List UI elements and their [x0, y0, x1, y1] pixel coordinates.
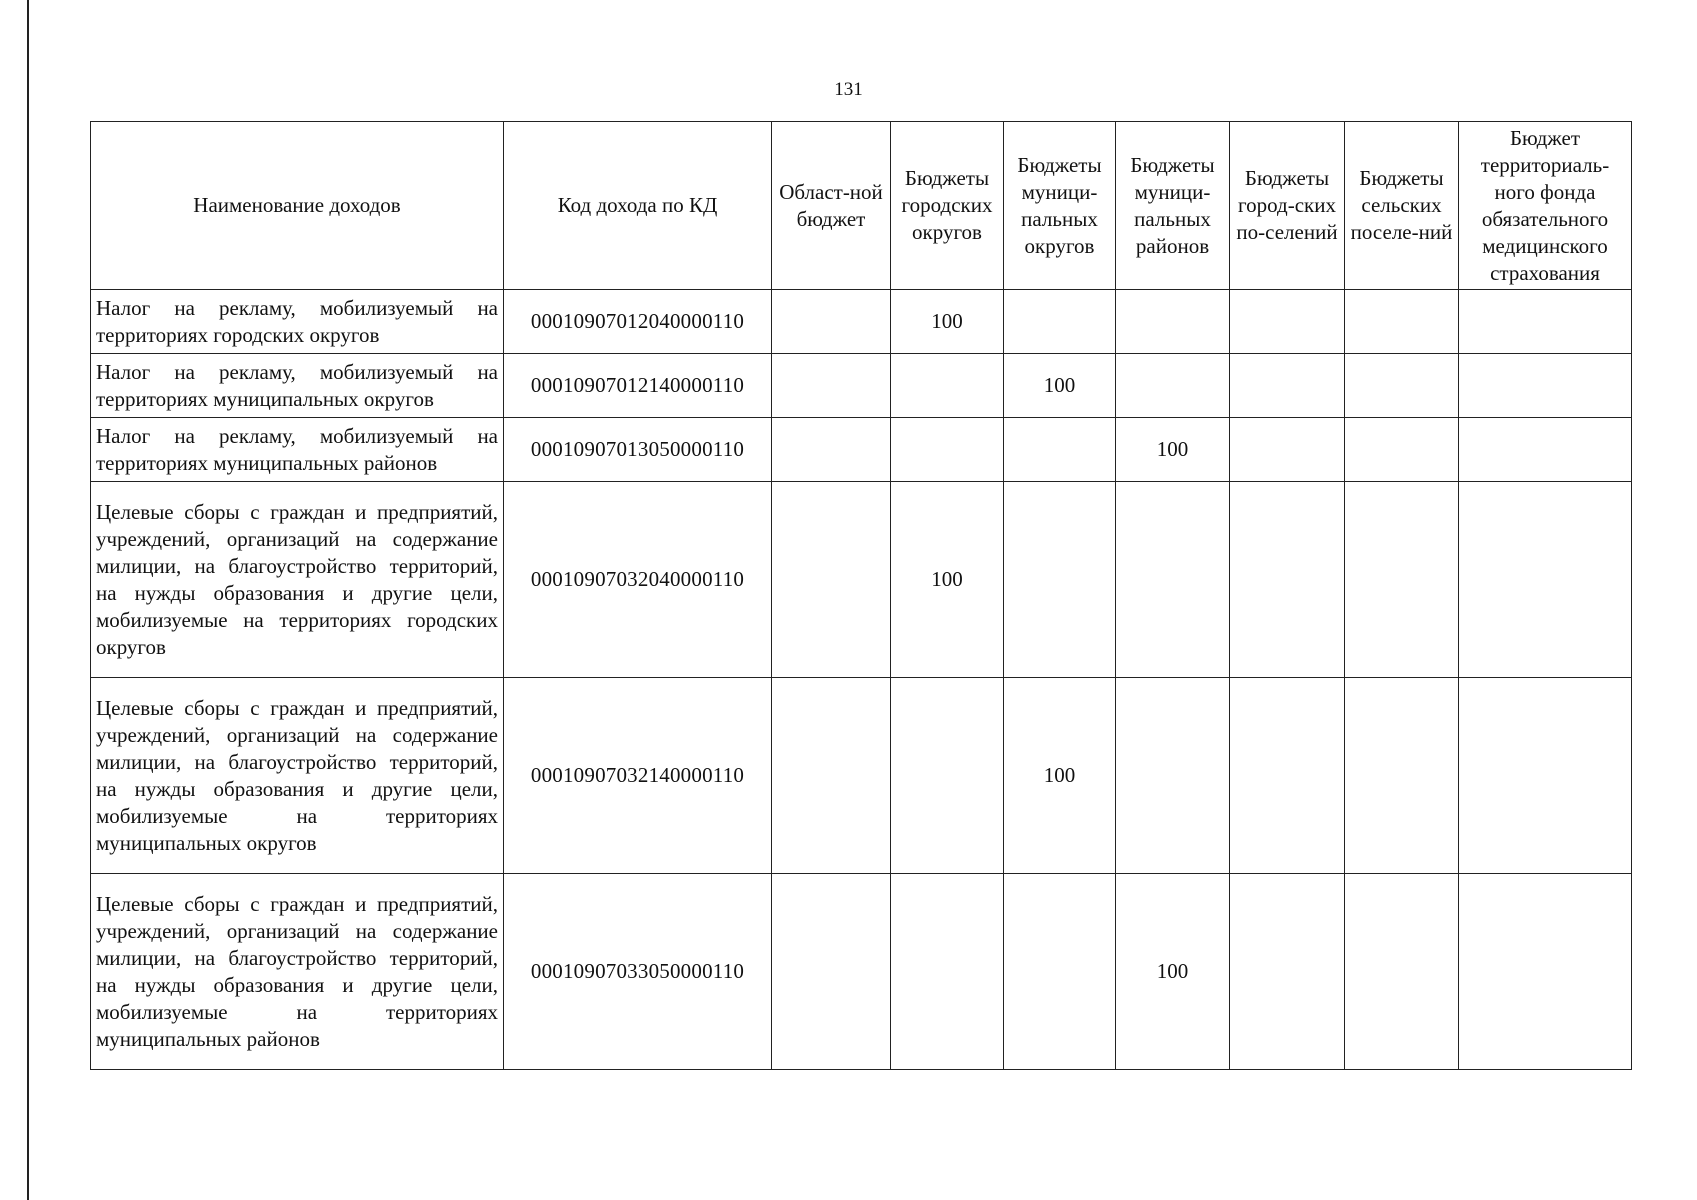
value-cell	[1116, 482, 1230, 678]
value-cell	[1230, 354, 1345, 418]
header-income-code: Код дохода по КД	[504, 122, 772, 290]
value-cell: 100	[1116, 418, 1230, 482]
income-code-cell: 00010907013050000110	[504, 418, 772, 482]
table-row	[91, 290, 1632, 354]
value-cell	[1459, 874, 1632, 1070]
value-cell	[1345, 290, 1459, 354]
income-code-cell: 00010907032040000110	[504, 482, 772, 678]
value-cell: 100	[891, 482, 1004, 678]
value-cell	[772, 354, 891, 418]
header-income-name: Наименование доходов	[91, 122, 504, 290]
page-number: 131	[834, 79, 863, 100]
income-name-cell: Целевые сборы с граждан и предприятий, учреждений, организаций на содержание милиции, на благоустройство территорий, на нужды образования и другие цели, мобилизуемые на территориях городских округов	[91, 482, 504, 678]
header-rural-settlement-budgets: Бюджеты сельских поселе-ний	[1345, 122, 1459, 290]
income-name-cell: Налог на рекламу, мобилизуемый на территориях муниципальных округов	[91, 354, 504, 418]
value-cell	[1459, 290, 1632, 354]
table-row	[91, 678, 1632, 874]
income-name-cell: Налог на рекламу, мобилизуемый на территориях муниципальных районов	[91, 418, 504, 482]
value-cell: 100	[1004, 678, 1116, 874]
income-name-cell: Целевые сборы с граждан и предприятий, учреждений, организаций на содержание милиции, на благоустройство территорий, на нужды образования и другие цели, мобилизуемые на территориях муниципальных округов	[91, 678, 504, 874]
value-cell	[1116, 678, 1230, 874]
value-cell	[891, 418, 1004, 482]
value-cell	[772, 874, 891, 1070]
income-code-cell: 00010907032140000110	[504, 678, 772, 874]
value-cell	[772, 290, 891, 354]
value-cell	[1004, 874, 1116, 1070]
value-cell	[1230, 290, 1345, 354]
value-cell	[1345, 418, 1459, 482]
header-municipal-area-budgets: Бюджеты муници-пальных районов	[1116, 122, 1230, 290]
value-cell	[1004, 482, 1116, 678]
table-header-row	[91, 122, 1632, 290]
header-municipal-district-budgets: Бюджеты муници-пальных округов	[1004, 122, 1116, 290]
value-cell	[1345, 678, 1459, 874]
value-cell	[1459, 482, 1632, 678]
value-cell	[1345, 874, 1459, 1070]
value-cell	[1345, 354, 1459, 418]
value-cell	[1004, 290, 1116, 354]
header-medical-insurance-fund-budget: Бюджет территориаль-ного фонда обязательного медицинского страхования	[1459, 122, 1632, 290]
header-city-district-budgets: Бюджеты городских округов	[891, 122, 1004, 290]
income-name-cell: Налог на рекламу, мобилизуемый на территориях городских округов	[91, 290, 504, 354]
value-cell	[1004, 418, 1116, 482]
value-cell	[772, 482, 891, 678]
value-cell	[772, 418, 891, 482]
value-cell	[1459, 418, 1632, 482]
value-cell	[1116, 354, 1230, 418]
income-name-cell: Целевые сборы с граждан и предприятий, учреждений, организаций на содержание милиции, на благоустройство территорий, на нужды образования и другие цели, мобилизуемые на территориях муниципальных районов	[91, 874, 504, 1070]
value-cell: 100	[1004, 354, 1116, 418]
value-cell	[772, 678, 891, 874]
income-code-cell: 00010907033050000110	[504, 874, 772, 1070]
value-cell: 100	[1116, 874, 1230, 1070]
income-code-cell: 00010907012040000110	[504, 290, 772, 354]
value-cell	[1230, 678, 1345, 874]
header-regional-budget: Област-ной бюджет	[772, 122, 891, 290]
table-row	[91, 482, 1632, 678]
value-cell	[891, 354, 1004, 418]
value-cell	[1116, 290, 1230, 354]
table-row	[91, 354, 1632, 418]
value-cell	[1230, 874, 1345, 1070]
value-cell	[1459, 354, 1632, 418]
income-distribution-table	[90, 121, 1632, 1070]
table-row	[91, 418, 1632, 482]
value-cell	[891, 874, 1004, 1070]
value-cell	[1345, 482, 1459, 678]
table-row	[91, 874, 1632, 1070]
value-cell	[891, 678, 1004, 874]
income-code-cell: 00010907012140000110	[504, 354, 772, 418]
value-cell: 100	[891, 290, 1004, 354]
value-cell	[1459, 678, 1632, 874]
page-margin-line	[27, 0, 29, 1200]
header-urban-settlement-budgets: Бюджеты город-ских по-селений	[1230, 122, 1345, 290]
value-cell	[1230, 418, 1345, 482]
value-cell	[1230, 482, 1345, 678]
